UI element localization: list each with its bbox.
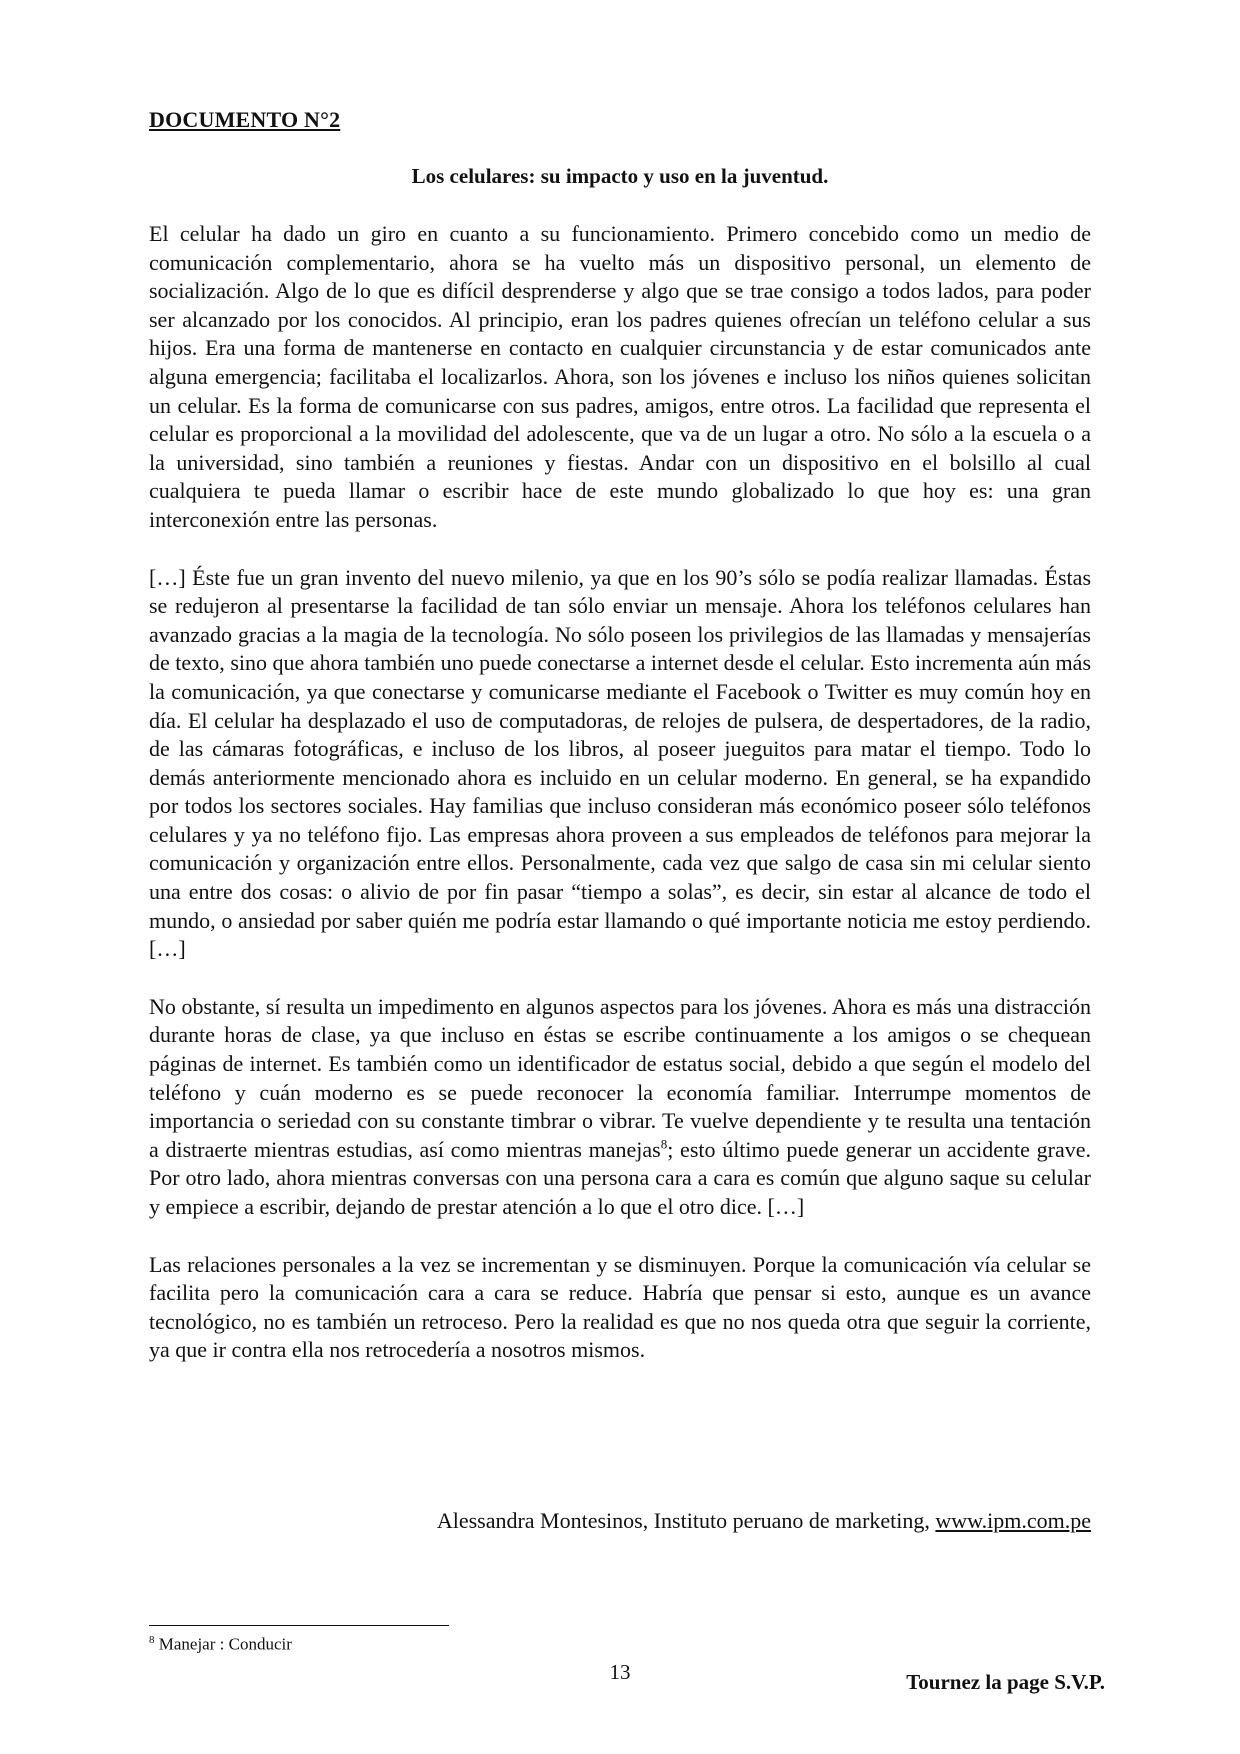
- document-label: DOCUMENTO N°2: [149, 107, 341, 132]
- paragraph-3-text-after-note: ; esto último puede generar un accidente grave. Por otro lado, ahora mientras conversas con una persona cara a cara es común que alguno saque su celular y empiece a escribir, dejando de prestar atención a lo que el otro dice. […]: [149, 1136, 1091, 1219]
- article-body: [149, 220, 1091, 1394]
- footnote-divider: [149, 1625, 449, 1626]
- footnote-number: 8: [149, 1634, 155, 1646]
- document-title: Los celulares: su impacto y uso en la juventud.: [411, 164, 829, 188]
- attribution: [149, 1508, 1091, 1534]
- attribution-text: Alessandra Montesinos, Instituto peruano de marketing,: [436, 1508, 936, 1533]
- page-number: 13: [609, 1660, 631, 1684]
- paragraph-2: […] Éste fue un gran invento del nuevo milenio, ya que en los 90’s sólo se podía realizar llamadas. Éstas se redujeron al presentarse la facilidad de tan sólo enviar un mensaje. Ahora los teléfonos celulares han avanzado gracias a la magia de la tecnología. No sólo poseen los privilegios de las llamadas y mensajerías de texto, sino que ahora también uno puede conectarse a internet desde el celular. Esto incrementa aún más la comunicación, ya que conectarse y comunicarse mediante el Facebook o Twitter es muy común hoy en día. El celular ha desplazado el uso de computadoras, de relojes de pulsera, de despertadores, de la radio, de las cámaras fotográficas, e incluso de los libros, al poseer jueguitos para matar el tiempo. Todo lo demás anteriormente mencionado ahora es incluido en un celular moderno. En general, se ha expandido por todos los sectores sociales. Hay familias que incluso consideran más económico poseer sólo teléfonos celulares y ya no teléfono fijo. Las empresas ahora proveen a sus empleados de teléfonos para mejorar la comunicación y organización entre ellos. Personalmente, cada vez que salgo de casa sin mi celular siento una entre dos cosas: o alivio de por fin pasar “tiempo a solas”, es decir, sin estar al alcance de todo el mundo, o ansiedad por saber quién me podría estar llamando o qué importante noticia me estoy perdiendo. […]: [149, 564, 1091, 962]
- paragraph-4: Las relaciones personales a la vez se incrementan y se disminuyen. Porque la comunicación vía celular se facilita pero la comunicación cara a cara se reduce. Habría que pensar si esto, aunque es un avance tecnológico, no es también un retroceso. Pero la realidad es que no nos queda otra que seguir la corriente, ya que ir contra ella nos retrocedería a nosotros mismos.: [149, 1251, 1091, 1363]
- turn-page-note: Tournez la page S.V.P.: [906, 1670, 1105, 1694]
- paragraph-1: El celular ha dado un giro en cuanto a su funcionamiento. Primero concebido como un medio de comunicación complementario, ahora se ha vuelto más un dispositivo personal, un elemento de socialización. Algo de lo que es difícil desprenderse y algo que se trae consigo a todos lados, para poder ser alcanzado por los conocidos. Al principio, eran los padres quienes ofrecían un teléfono celular a sus hijos. Era una forma de mantenerse en contacto en cualquier circunstancia y de estar comunicados ante alguna emergencia; facilitaba el localizarlos. Ahora, son los jóvenes e incluso los niños quienes solicitan un celular. Es la forma de comunicarse con sus padres, amigos, entre otros. La facilidad que representa el celular es proporcional a la movilidad del adolescente, que va de un lugar a otro. No sólo a la escuela o a la universidad, sino también a reuniones y fiestas. Andar con un dispositivo en el bolsillo al cual cualquiera te pueda llamar o escribir hace de este mundo globalizado lo que hoy es: una gran interconexión entre las personas.: [149, 221, 1091, 532]
- footnote: [149, 1634, 292, 1655]
- footnote-reference: 8: [660, 1136, 668, 1152]
- paragraph-3: [149, 993, 1091, 1222]
- footnote-text: Manejar : Conducir: [154, 1634, 292, 1654]
- paragraph-3-text-before-note: No obstante, sí resulta un impedimento en algunos aspectos para los jóvenes. Ahora es más una distracción durante horas de clase, ya que incluso en éstas se escribe continuamente a los amigos o se chequean páginas de internet. Es también como un identificador de estatus social, debido a que según el modelo del teléfono y cuán moderno es se puede reconocer la economía familiar. Interrumpe momentos de importancia o seriedad con su constante timbrar o vibrar. Te vuelve dependiente y te resulta una tentación a distraerte mientras estudias, así como mientras manejas: [149, 993, 1091, 1162]
- source-link[interactable]: www.ipm.com.pe: [935, 1508, 1091, 1533]
